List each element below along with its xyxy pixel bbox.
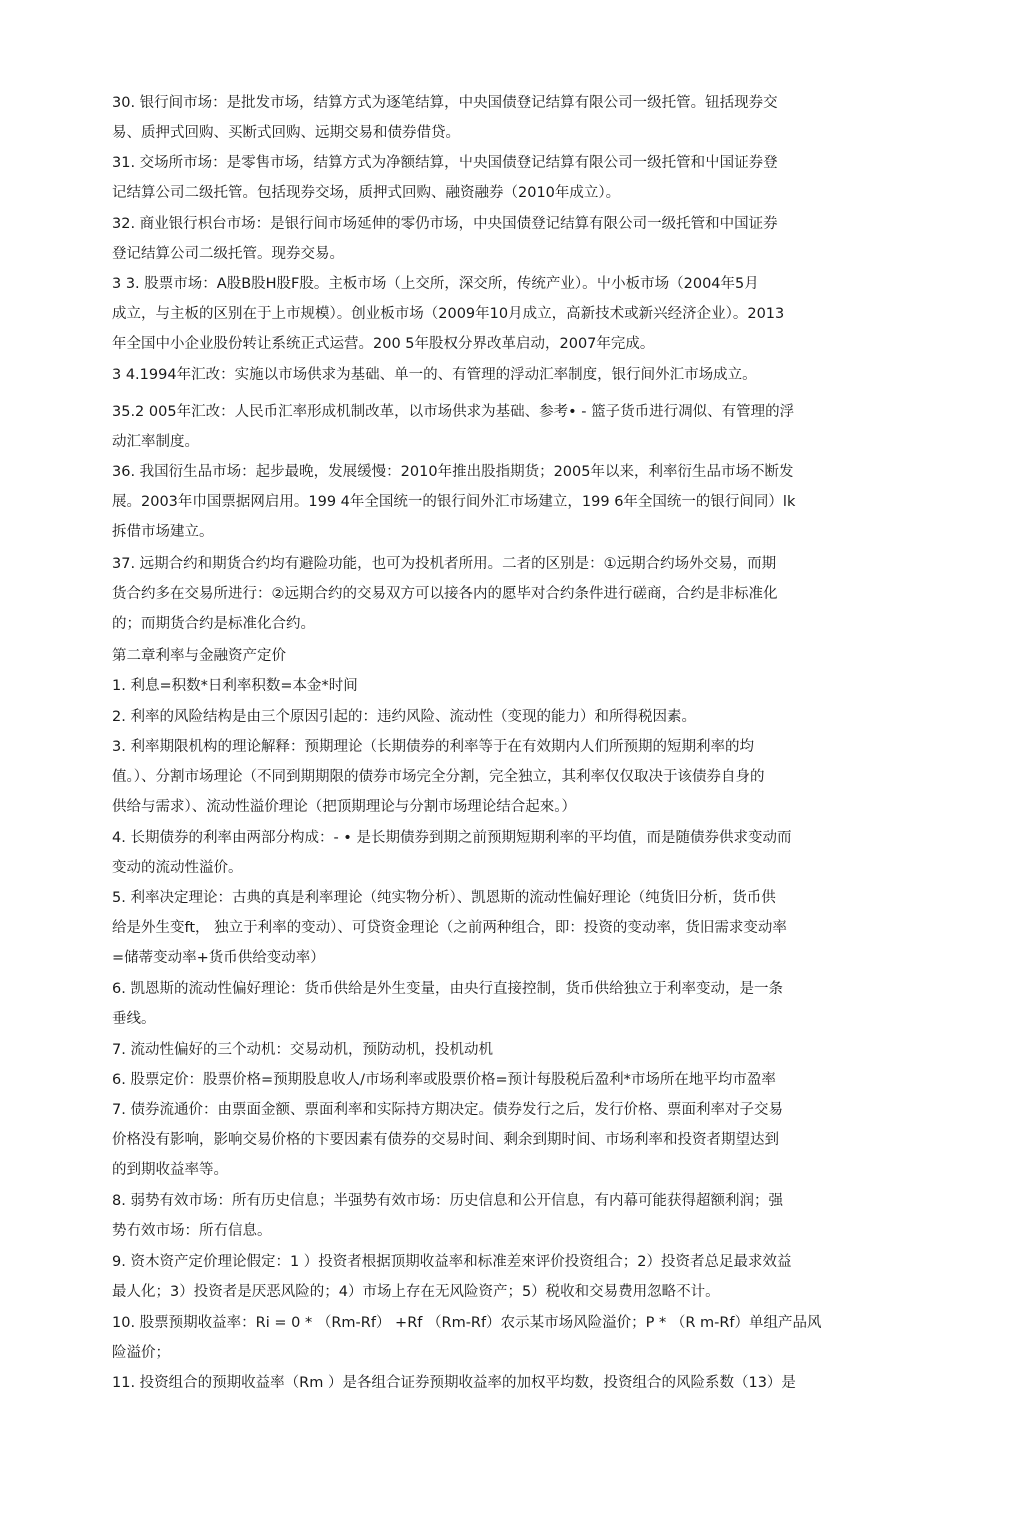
text-line: 垂线。 — [112, 1011, 156, 1027]
text-line: 9. 资木资产定价理论假定：1 ）投资者根据顶期收益率和标准差來评价投资组合；2）投资者总足最求效益 — [112, 1254, 792, 1270]
text-line: 3 3. 股票市场：A股B股H股F股。主板市场（上交所，深交所，传统产业）。屮小板市场（2004年5月 — [112, 276, 759, 292]
text-line: 32. 商业银行枳台市场：是银行间市场延伸的零仍市场，中央国债登记结算有限公司一级托管和中国证券 — [112, 216, 778, 232]
text-line: 价格没有影响，影响交易价格的卞要因素有债券的交易时间、剩余到期时间、市场利率和投资者期望达到 — [112, 1132, 779, 1148]
text-line: 成立，与主板的区别在于上市规模）。创业板市场（2009年10月成立，高新技术或新兴经济企业）。2013 — [112, 306, 785, 322]
text-line: 31. 交场所市场：是零售市场，结算方式为净额结算，屮央国债登记结算有限公司一级托管和屮国证券登 — [112, 155, 778, 171]
text-line: 险溢价； — [112, 1345, 170, 1361]
text-line: 货合约多在交易所进行：②远期合约的交易双方可以接各内的愿毕对合约条件进行磋商，合约是非标准化 — [112, 586, 778, 602]
text-line: 给是外生变ft， 独立于利率的变动）、可贷资金理论（之前两种组合，即：投资的变动率，货旧需求变动率 — [112, 920, 787, 936]
text-line: 1. 利息=积数*日利率积数=本金*时间 — [112, 678, 358, 694]
text-line: 35.2 005年汇改：人民币汇率形成机制改革，以市场供求为基础、参考• - 篮子货币进行凋似、有管理的浮 — [112, 404, 795, 420]
text-line: 8. 弱势有效市场：所有历史信息；半强势有效市场：历史信息和公开信息，有内幕可能获得超额利润；强 — [112, 1193, 783, 1209]
text-line: 37. 远期合约和期货合约均有避险功能，也可为投机者所用。二者的区别是：①远期合约场外交易，而期 — [112, 556, 777, 572]
text-line: 10. 股票预期收益率：Ri = 0 * （Rm-Rf） +Rf （Rm-Rf）农示某市场风险溢价；P * （R m-Rf）单组产品风 — [112, 1315, 822, 1331]
text-line: 2. 利率的风险结构是由三个原因引起的：违约风险、流动性（变现的能力）和所得税因素。 — [112, 709, 696, 725]
text-line: 拆借市场建立。 — [112, 524, 214, 540]
text-line: 6. 凯恩斯的流动性偏好理论：货币供给是外生变量，由央行直接控制，货币供给独立于利率变动，是一条 — [112, 981, 783, 997]
text-line: 7. 流动性偏好的三个动机：交易动机，预防动机，投机动机 — [112, 1042, 493, 1058]
text-line: 11. 投资组合的预期收益率（Rm ）是各组合证券预期收益率的加权平均数，投资组合的风险系数（13）是 — [112, 1375, 796, 1391]
text-line: 5. 利率决定理论：古典的真是利率理论（纯实物分析）、凯恩斯的流动性偏好理论（纯货旧分析，货币供 — [112, 890, 776, 906]
text-line: 登记结算公司二级托管。现券交易。 — [112, 246, 344, 262]
text-line: 36. 我国衍生品市场：起步最晚，发展缓慢：2010年推出股指期货；2005年以来，利率衍生品市场不断发 — [112, 464, 794, 480]
text-line: 记结算公司二级托管。包括现券交场，质押式回购、融资融券（2010年成立）。 — [112, 185, 621, 201]
text-line: 易、质押式回购、买断式回购、远期交易和债券借贷。 — [112, 125, 460, 141]
text-line: 年全国中小企业股份转让系统正式运营。200 5年股权分界改革启动，2007年完成。 — [112, 336, 655, 352]
text-line: 供给与需求）、流动性溢价理论（把顶期理论与分割市场理论结合起來。） — [112, 799, 576, 815]
text-line: 6. 股票定价：股票价格=预期股息收人/市场利率或股票价格=预计每股税后盈利*市场所在地平均市盈率 — [112, 1072, 776, 1088]
text-line: 7. 债券流通价：由票面金额、票面利率和实际持方期决定。债券发行之后，发行价格、票面利率对子交易 — [112, 1102, 783, 1118]
text-line: 的；而期货合约是标准化合约。 — [112, 616, 315, 632]
text-line: 势冇效市场：所冇信息。 — [112, 1223, 272, 1239]
text-line: 3. 利率期限机构的理论解释：预期理论（长期债券的利率等于在有效期内人们所预期的短期利率的均 — [112, 739, 754, 755]
text-line: 展。2003年巾国票据网启用。199 4年全国统一的银行间外汇市场建立，199 6年全国统一的银行间同）lk — [112, 494, 796, 510]
text-line: 变动的流动性溢价。 — [112, 860, 243, 876]
text-line: 3 4.1994年汇改：实施以市场供求为基础、单一的、有管理的浮动汇率制度，银行间外汇市场成立。 — [112, 367, 757, 383]
text-line: =储蒂变动率+货币供给变动率） — [112, 950, 325, 966]
text-line: 动汇率制度。 — [112, 434, 199, 450]
text-line: 30. 银行间市场：是批发市场，结算方式为逐笔结算，中央国债登记结算有限公司一级托管。钮括现券交 — [112, 95, 778, 111]
text-line: 值。）、分割市场理论（不同到期期限的债券市场完全分割，完全独立，其利率仅仅取决于该债券自身的 — [112, 769, 765, 785]
text-line: 第二章利率与金融资产定价 — [112, 648, 286, 664]
text-line: 4. 长期债券的利率由两部分构成：- • 是长期债券到期之前预期短期利率的平均值，而是随债券供求变动而 — [112, 830, 792, 846]
text-line: 最人化；3）投资者是厌恶风险的；4）市场上存在无风险资产；5）税收和交易费用忽略不计。 — [112, 1284, 720, 1300]
text-line: 的到期收益率等。 — [112, 1162, 228, 1178]
